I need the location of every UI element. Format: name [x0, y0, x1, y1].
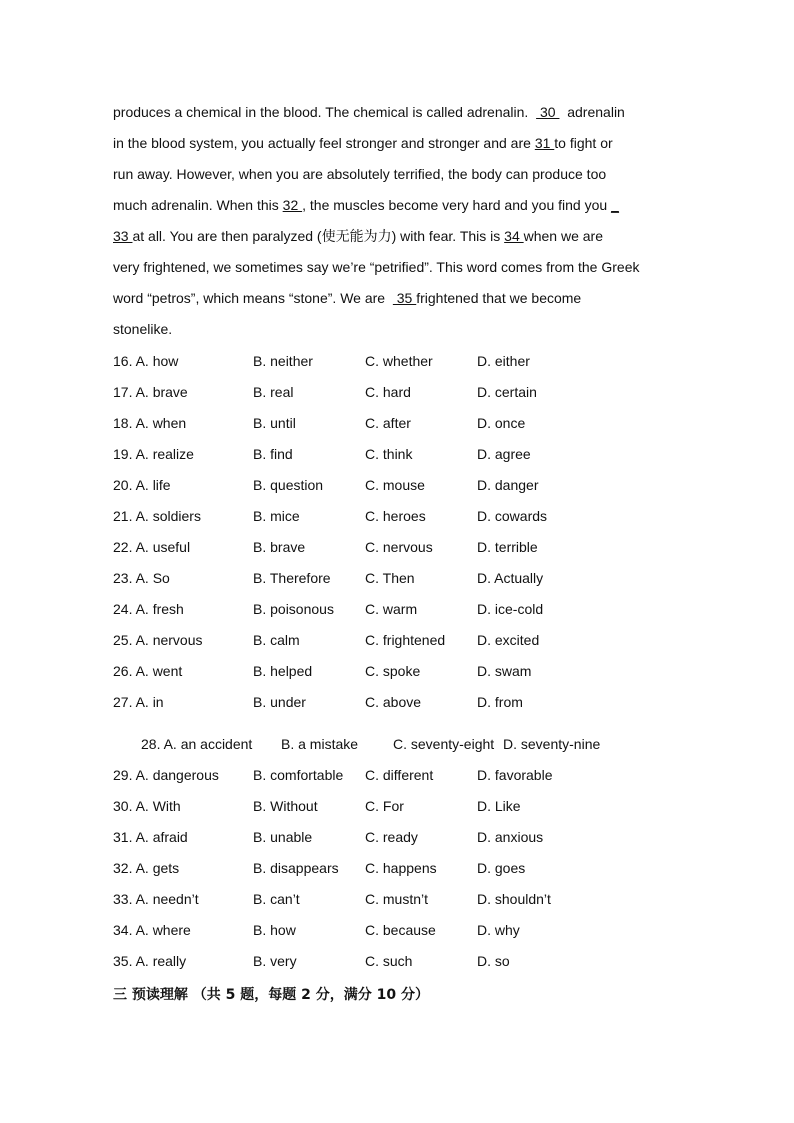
- option-c: C. such: [365, 953, 413, 969]
- option-d: D. ice-cold: [477, 601, 544, 617]
- option-b: B. question: [253, 477, 324, 493]
- cloze-passage: [113, 97, 693, 345]
- option-c: C. nervous: [365, 539, 433, 555]
- option-a: 24. A. fresh: [113, 601, 184, 617]
- question-row: [113, 439, 713, 470]
- option-b: B. find: [253, 446, 293, 462]
- option-a: 19. A. realize: [113, 446, 194, 462]
- option-c: C. because: [365, 922, 436, 938]
- option-a: 22. A. useful: [113, 539, 191, 555]
- option-d: D. terrible: [477, 539, 538, 555]
- passage-text: frightened that we become: [416, 290, 582, 306]
- passage-text: stonelike.: [113, 321, 173, 337]
- option-c: C. whether: [365, 353, 433, 369]
- option-c: C. after: [365, 415, 411, 431]
- option-c: C. mustn’t: [365, 891, 429, 907]
- option-d: D. once: [477, 415, 526, 431]
- question-row: [113, 470, 713, 501]
- option-c: C. hard: [365, 384, 411, 400]
- question-row: [113, 656, 713, 687]
- option-c: C. seventy-eight: [393, 736, 495, 752]
- blank-33-start: _: [611, 197, 619, 213]
- passage-text: produces a chemical in the blood. The chemical is called adrenalin.: [113, 104, 529, 120]
- option-d: D. certain: [477, 384, 537, 400]
- blank-31: 31: [534, 135, 555, 151]
- passage-line: [113, 97, 693, 128]
- option-b: B. can’t: [253, 891, 300, 907]
- option-b: B. comfortable: [253, 767, 344, 783]
- option-a: 35. A. really: [113, 953, 187, 969]
- option-c: C. heroes: [365, 508, 426, 524]
- option-d: D. danger: [477, 477, 539, 493]
- option-b: B. Therefore: [253, 570, 331, 586]
- option-d: D. why: [477, 922, 520, 938]
- option-d: D. anxious: [477, 829, 544, 845]
- option-d: D. agree: [477, 446, 531, 462]
- option-b: B. poisonous: [253, 601, 334, 617]
- option-a: 25. A. nervous: [113, 632, 203, 648]
- option-b: B. brave: [253, 539, 306, 555]
- option-d: D. shouldn’t: [477, 891, 551, 907]
- option-c: C. above: [365, 694, 422, 710]
- passage-line: [113, 221, 693, 252]
- passage-text: , the muscles become very hard and you find you: [302, 197, 608, 213]
- option-d: D. either: [477, 353, 530, 369]
- passage-text: to fight or: [554, 135, 613, 151]
- passage-line: [113, 190, 693, 221]
- answer-options-list: [113, 346, 713, 977]
- blank-32: 32: [282, 197, 303, 213]
- option-b: B. calm: [253, 632, 300, 648]
- passage-text: in the blood system, you actually feel stronger and stronger and are: [113, 135, 531, 151]
- option-d: D. swam: [477, 663, 532, 679]
- option-b: B. disappears: [253, 860, 339, 876]
- option-b: B. mice: [253, 508, 300, 524]
- question-row: [113, 594, 713, 625]
- option-d: D. excited: [477, 632, 540, 648]
- question-row: [113, 625, 713, 656]
- passage-line: [113, 252, 693, 283]
- option-a: 27. A. in: [113, 694, 164, 710]
- question-row: [113, 501, 713, 532]
- option-b: B. under: [253, 694, 306, 710]
- option-d: D. from: [477, 694, 523, 710]
- question-row: [113, 563, 713, 594]
- question-row: [113, 884, 713, 915]
- question-row: [113, 377, 713, 408]
- option-b: B. very: [253, 953, 297, 969]
- passage-text: adrenalin: [567, 104, 625, 120]
- option-b: B. unable: [253, 829, 313, 845]
- option-b: B. until: [253, 415, 296, 431]
- option-a: 18. A. when: [113, 415, 187, 431]
- option-a: 31. A. afraid: [113, 829, 188, 845]
- section-heading: 三 预读理解 （共 5 题，每题 2 分，满分 10 分）: [113, 987, 429, 1003]
- option-c: C. think: [365, 446, 413, 462]
- option-a: 32. A. gets: [113, 860, 180, 876]
- option-a: 21. A. soldiers: [113, 508, 201, 524]
- passage-text: when we are: [523, 228, 604, 244]
- question-row: [113, 408, 713, 439]
- option-a: 30. A. With: [113, 798, 181, 814]
- question-row: [113, 729, 713, 760]
- question-row: [113, 687, 713, 718]
- option-d: D. goes: [477, 860, 526, 876]
- option-a: 17. A. brave: [113, 384, 188, 400]
- option-b: B. helped: [253, 663, 313, 679]
- question-row: [113, 822, 713, 853]
- option-c: C. mouse: [365, 477, 425, 493]
- option-a: 23. A. So: [113, 570, 170, 586]
- option-c: C. frightened: [365, 632, 446, 648]
- option-b: B. a mistake: [281, 736, 359, 752]
- passage-line: [113, 283, 693, 314]
- option-b: B. real: [253, 384, 294, 400]
- passage-text: much adrenalin. When this: [113, 197, 279, 213]
- option-d: D. Like: [477, 798, 521, 814]
- blank-35: 35: [392, 290, 417, 306]
- option-d: D. seventy-nine: [503, 736, 601, 752]
- option-c: C. ready: [365, 829, 418, 845]
- option-c: C. different: [365, 767, 434, 783]
- option-b: B. Without: [253, 798, 318, 814]
- blank-34: 34: [504, 228, 524, 244]
- passage-text: very frightened, we sometimes say we’re “petrified”. This word comes from the Greek: [113, 259, 640, 275]
- question-row: [113, 346, 713, 377]
- option-a: 16. A. how: [113, 353, 179, 369]
- question-row: [113, 760, 713, 791]
- option-c: C. Then: [365, 570, 415, 586]
- option-a: 33. A. needn’t: [113, 891, 199, 907]
- option-d: D. favorable: [477, 767, 553, 783]
- question-row: [113, 532, 713, 563]
- option-c: C. For: [365, 798, 404, 814]
- option-c: C. spoke: [365, 663, 421, 679]
- passage-line: [113, 159, 693, 190]
- blank-33: 33: [113, 228, 133, 244]
- blank-30: 30: [536, 104, 560, 120]
- passage-text: word “petros”, which means “stone”. We are: [113, 290, 386, 306]
- option-b: B. how: [253, 922, 296, 938]
- option-b: B. neither: [253, 353, 313, 369]
- option-a: 28. A. an accident: [141, 736, 253, 752]
- option-d: D. cowards: [477, 508, 548, 524]
- passage-text: at all. You are then paralyzed (使无能为力) with fear. This is: [132, 228, 501, 244]
- passage-line: [113, 128, 693, 159]
- option-a: 26. A. went: [113, 663, 183, 679]
- question-row: [113, 915, 713, 946]
- option-a: 20. A. life: [113, 477, 171, 493]
- question-row: [113, 791, 713, 822]
- option-c: C. warm: [365, 601, 418, 617]
- option-c: C. happens: [365, 860, 437, 876]
- question-row: [113, 853, 713, 884]
- option-d: D. Actually: [477, 570, 544, 586]
- option-a: 29. A. dangerous: [113, 767, 219, 783]
- question-row: [113, 946, 713, 977]
- passage-text: run away. However, when you are absolutely terrified, the body can produce too: [113, 166, 607, 182]
- option-d: D. so: [477, 953, 510, 969]
- passage-line: [113, 314, 693, 345]
- option-a: 34. A. where: [113, 922, 191, 938]
